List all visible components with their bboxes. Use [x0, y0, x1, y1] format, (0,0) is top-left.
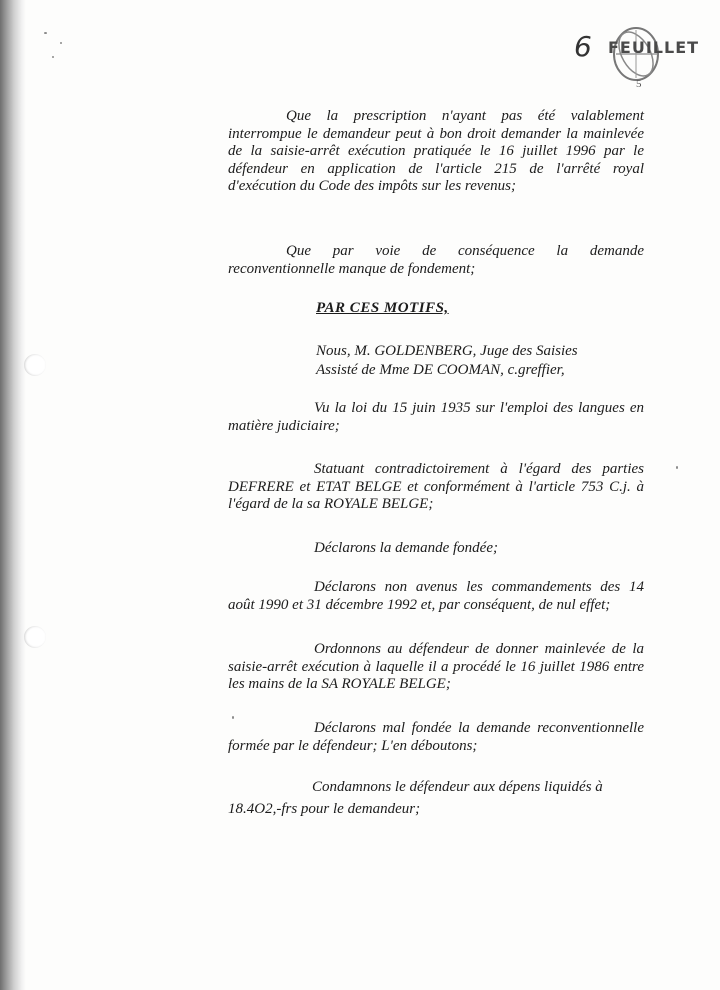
paragraph-prescription: Que la prescription n'ayant pas été valablement interrompue le demandeur peut à bon droit demander la mainlevée de la saisie-arrêt exécution pratiquée le 16 juillet 1996 par le défendeur en application de l'article 215 de l'arrêté royal d'exécution du Code des impôts sur les revenus; [228, 108, 644, 194]
page-mark: 5 [636, 78, 642, 90]
folio-header [574, 24, 714, 84]
punch-hole [24, 626, 46, 648]
paragraph-deboutons: Déclarons mal fondée la demande reconventionnelle formée par le défendeur; L'en déboutons; [228, 720, 644, 754]
paragraph-loi: Vu la loi du 15 juin 1935 sur l'emploi des langues en matière judiciaire; [228, 400, 644, 434]
paragraph-statuant: Statuant contradictoirement à l'égard des parties DEFRERE et ETAT BELGE et conformément à l'article 753 C.j. à l'égard de la sa ROYALE BELGE; [228, 461, 644, 512]
scan-speck [232, 716, 234, 719]
montant-line: 18.4O2,-frs pour le demandeur; [228, 801, 421, 817]
paragraph-demande-fondee: Déclarons la demande fondée; [314, 540, 498, 556]
folio-word: FEUILLET [608, 38, 700, 57]
folio-number: 6 [574, 30, 592, 63]
depens-line: Condamnons le défendeur aux dépens liquidés à [312, 779, 603, 795]
scan-speck [52, 56, 54, 58]
judge-line: Nous, M. GOLDENBERG, Juge des Saisies [316, 343, 578, 359]
scan-edge-shadow [0, 0, 26, 990]
scan-speck [676, 466, 678, 469]
paragraph-reconventionnelle: Que par voie de conséquence la demande reconventionnelle manque de fondement; [228, 243, 644, 277]
paragraph-commandements: Déclarons non avenus les commandements des 14 août 1990 et 31 décembre 1992 et, par conséquent, de nul effet; [228, 579, 644, 613]
punch-hole [24, 354, 46, 376]
paragraph-mainlevee: Ordonnons au défendeur de donner mainlevée de la saisie-arrêt exécution à laquelle il a procédé le 16 juillet 1986 entre les mains de la SA ROYALE BELGE; [228, 641, 644, 692]
scan-speck [44, 32, 47, 34]
section-heading: PAR CES MOTIFS, [316, 300, 449, 316]
scan-speck [60, 42, 62, 44]
clerk-line: Assisté de Mme DE COOMAN, c.greffier, [316, 362, 565, 378]
